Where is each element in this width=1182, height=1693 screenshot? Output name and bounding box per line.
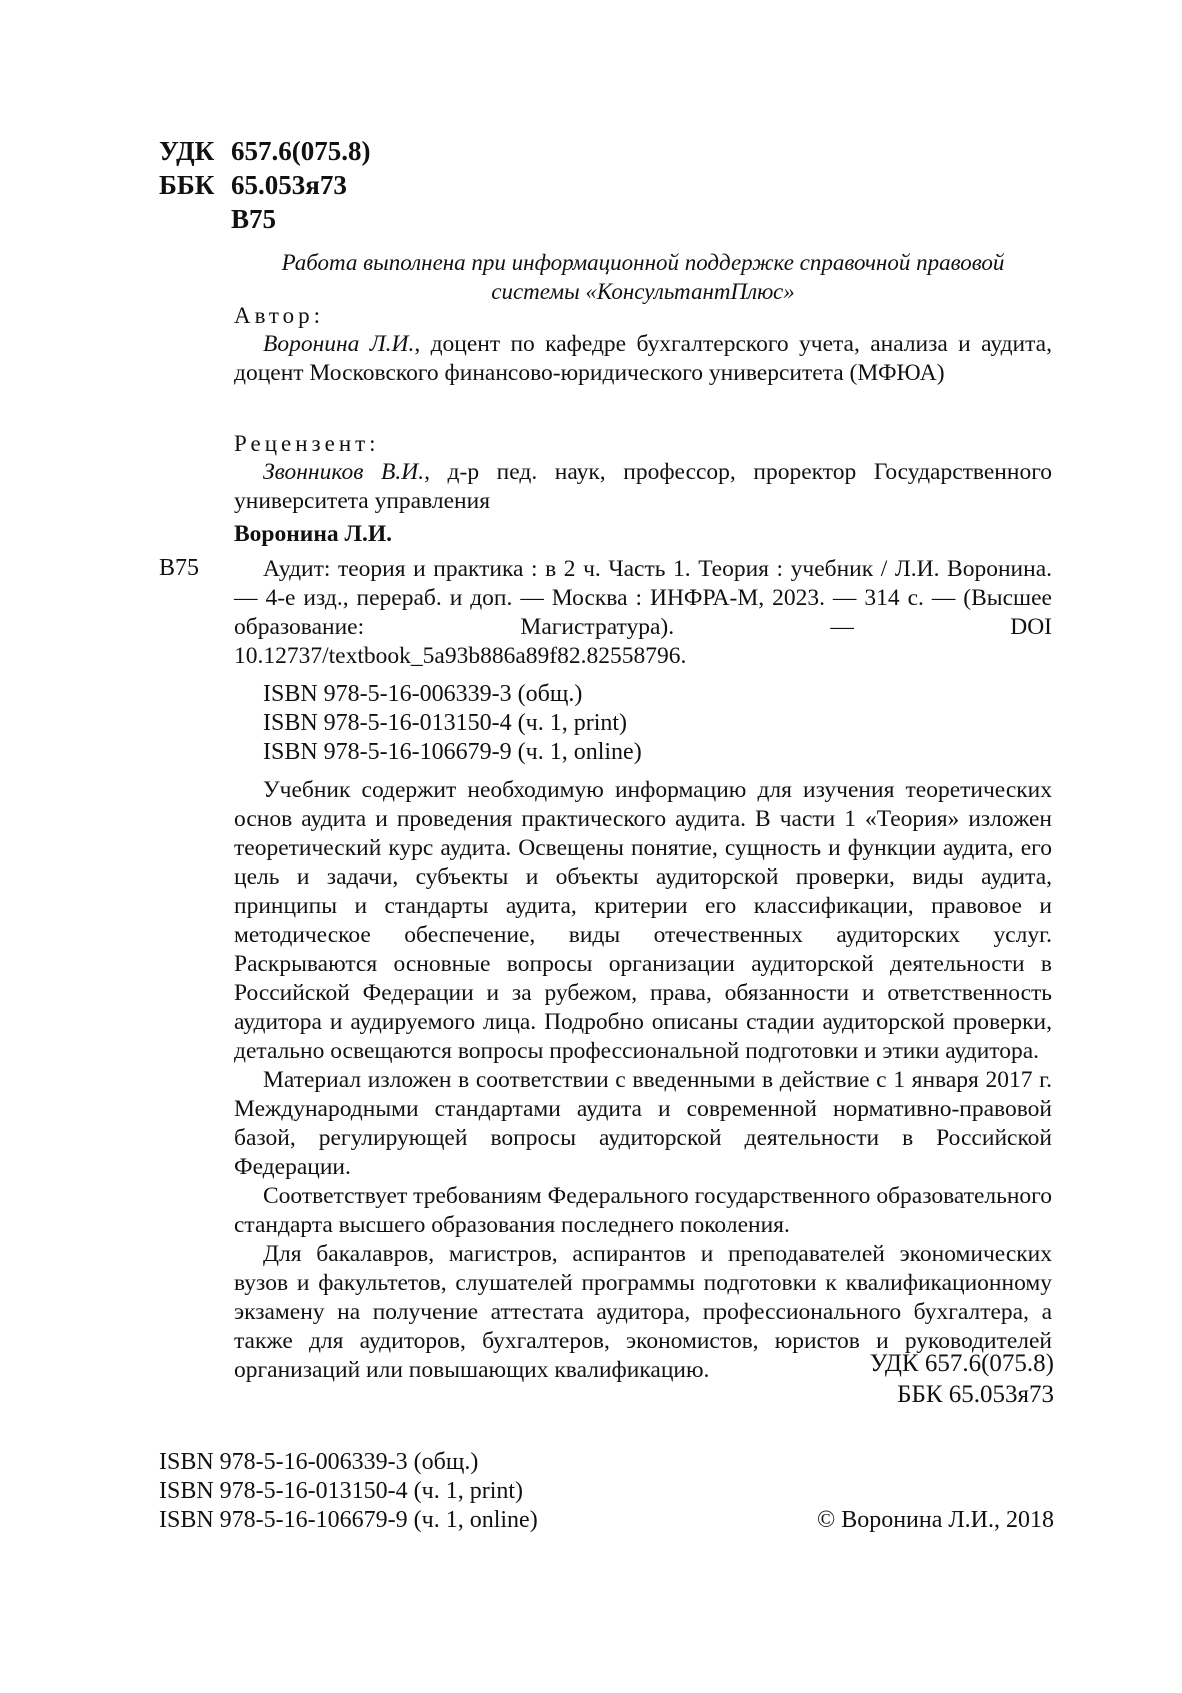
- copyright: © Воронина Л.И., 2018: [816, 1507, 1054, 1533]
- reviewer-label: Рецензент:: [234, 431, 380, 456]
- isbn-list: [263, 680, 642, 767]
- reviewer-info: [234, 458, 1052, 516]
- author-name: Воронина Л.И.: [263, 331, 415, 357]
- footer-bbk: ББК 65.053я73: [897, 1381, 1054, 1408]
- udk-value: 657.6(075.8): [231, 136, 371, 166]
- abstract: [234, 776, 1052, 1385]
- author-code: В75: [231, 204, 277, 234]
- support-note: [234, 248, 1052, 306]
- bbk-row: [159, 168, 370, 202]
- reviewer-name: Звонников В.И.: [263, 459, 425, 485]
- bibliography-description: Аудит: теория и практика : в 2 ч. Часть 1. Теория : учебник / Л.И. Воронина. — 4-е изд., перераб. и доп. — Москва : ИНФРА-М, 2023. — 314 с. — (Высшее образование: Магистратура). — DOI 10.12737/textbook_5a93b886a89f82.82558796.: [234, 556, 1052, 669]
- footer-isbn-print: ISBN 978-5-16-013150-4 (ч. 1, print): [159, 1478, 524, 1504]
- bibliography-author: Воронина Л.И.: [234, 521, 393, 547]
- footer-isbn-online: ISBN 978-5-16-106679-9 (ч. 1, online): [159, 1507, 538, 1533]
- isbn-general: ISBN 978-5-16-006339-3 (общ.): [263, 681, 583, 707]
- footer-isbn-general: ISBN 978-5-16-006339-3 (общ.): [159, 1449, 479, 1475]
- author-info: [234, 330, 1052, 388]
- udk-label: УДК: [159, 136, 215, 166]
- author-description: , доцент по кафедре бухгалтерского учета, анализа и аудита, доцент Московского финансово-юридического университета (МФЮА): [234, 331, 1052, 386]
- bibliography-code: В75: [159, 555, 200, 581]
- footer-udk: УДК 657.6(075.8): [869, 1350, 1054, 1377]
- udk-row: [159, 134, 370, 168]
- isbn-print: ISBN 978-5-16-013150-4 (ч. 1, print): [263, 710, 628, 736]
- author-label: Автор:: [234, 303, 325, 328]
- abstract-paragraph: Учебник содержит необходимую информацию для изучения теоретических основ аудита и проведения практического аудита. В части 1 «Теория» изложен теоретический курс аудита. Освещены понятие, сущность и функции аудита, его цель и задачи, субъекты и объекты аудиторской проверки, виды аудита, принципы и стандарты аудита, критерии его классификации, правовое и методическое обеспечение, виды отечественных аудиторских услуг. Раскрываются основные вопросы организации аудиторской деятельности в Российской Федерации и за рубежом, права, обязанности и ответственность аудитора и аудируемого лица. Подробно описаны стадии аудиторской проверки, детально освещаются вопросы профессиональной подготовки и этики аудитора.: [234, 777, 1052, 1064]
- reviewer-description: , д-р пед. наук, профессор, проректор Государственного университета управления: [234, 459, 1053, 514]
- classification-codes: [159, 134, 370, 236]
- abstract-paragraph: Материал изложен в соответствии с введенными в действие с 1 января 2017 г. Международными стандартами аудита и современной нормативно-правовой базой, регулирующей вопросы аудиторской деятельности в Российской Федерации.: [234, 1067, 1052, 1180]
- bbk-value: 65.053я73: [231, 170, 347, 200]
- bbk-label: ББК: [159, 170, 215, 200]
- support-note-line1: Работа выполнена при информационной поддержке справочной правовой: [281, 250, 1005, 275]
- support-note-line2: системы «КонсультантПлюс»: [491, 279, 795, 304]
- footer-isbn-list: [159, 1448, 538, 1535]
- abstract-paragraph: Соответствует требованиям Федерального государственного образовательного стандарта высшего образования последнего поколения.: [234, 1183, 1052, 1238]
- isbn-online: ISBN 978-5-16-106679-9 (ч. 1, online): [263, 739, 642, 765]
- footer-codes: [870, 1348, 1054, 1410]
- abstract-paragraph: Для бакалавров, магистров, аспирантов и преподавателей экономических вузов и факультетов, слушателей программы подготовки к квалификационному экзамену на получение аттестата аудитора, профессионального бухгалтера, а также для аудиторов, бухгалтеров, экономистов, юристов и руководителей организаций или повышающих квалификацию.: [234, 1241, 1052, 1383]
